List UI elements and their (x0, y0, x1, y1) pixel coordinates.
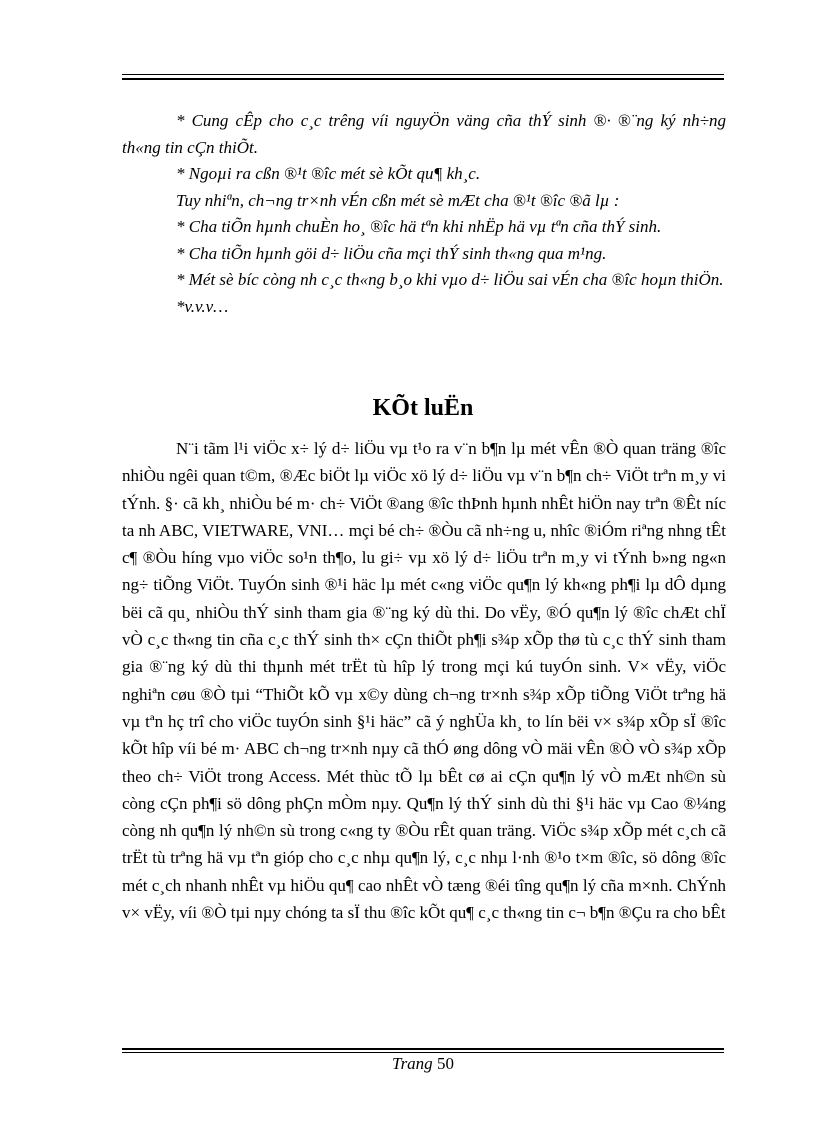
footer-page-number: 50 (436, 1054, 454, 1073)
italic-line: * Cha tiÕn hµnh chuÈn ho¸ ®îc hä tªn khi nhËp hä vµ tªn cña thÝ sinh. (176, 217, 662, 236)
body-paragraph: N¨i tãm l¹i viÖc x÷ lý d÷ liÖu vµ t¹o ra v¨n b¶n lµ mét vÊn ®Ò quan träng ®îc nhiÒu ngêi quan t©m, ®Æc biÖt lµ viÖc xö lý d÷ liÖu vµ v¨n b¶n ch÷ ViÖt trªn m¸y vi tÝnh. §· cã kh¸ nhiÒu bé m· ch÷ ViÖt ®ang ®îc thÞnh hµnh nhÊt hiÖn nay trªn ®Êt níc ta nh ABC, VIETWARE, VNI… mçi bé ch÷ ®Òu cã nh÷ng u, nhîc ®iÓm riªng nhng tÊt c¶ ®Òu híng vµo viÖc so¹n th¶o, lu gi÷ vµ xö lý d÷ liÖu trªn m¸y vi tÝnh b»ng ng«n ng÷ tiÕng ViÖt. TuyÓn sinh ®¹i häc lµ mét c«ng viÖc qu¶n lý kh«ng ph¶i lµ dÔ dµng bëi cã qu¸ nhiÒu thÝ sinh tham gia ®¨ng ký dù thi. Do vËy, ®Ó qu¶n lý ®îc chÆt chÏ vÒ c¸c th«ng tin cña c¸c thÝ sinh th× cÇn thiÕt ph¶i s¾p xÕp thø tù c¸c thÝ sinh tham gia ®¨ng ký dù thi thµnh mét trËt tù hîp lý trong mçi kú tuyÓn sinh. V× vËy, viÖc nghiªn cøu ®Ò tµi “ThiÕt kÕ vµ x©y dùng ch¬ng tr×nh s¾p xÕp tiÕng ViÖt trªng hä vµ tªn hç trî cho viÖc tuyÓn sinh §¹i häc” cã ý nghÜa kh¸ to lín bëi v× s¾p xÕp sÏ ®îc kÕt hîp víi bé m· ABC ch¬ng tr×nh nµy cã thÓ øng dông vÒ mäi vÊn ®Ò vÒ s¾p xÕp theo ch÷ ViÖt trong Access. Mét thùc tÕ lµ bÊt cø ai cÇn qu¶n lý vÒ mÆt nh©n sù còng cÇn ph¶i sö dông phÇn mÒm nµy. Qu¶n lý thÝ sinh dù thi §¹i häc vµ Cao ®¼ng còng nh qu¶n lý nh©n sù trong c«ng ty ®Òu rÊt quan träng. ViÖc s¾p xÕp mét c¸ch cã trËt tù trªng hä vµ tªn gióp cho c¸c nhµ qu¶n lý, c¸c nhµ l·nh ®¹o t×m ®îc, sö dông ®îc mét c¸ch nhanh nhÊt vµ hiÖu qu¶ cao nhÊt vÒ tæng ®éi tîng qu¶n lý cña m×nh. ChÝnh v× vËy, víi ®Ò tµi nµy chóng ta sÏ thu ®îc kÕt qu¶ c¸c th«ng tin c¬ b¶n ®Çu ra cho bÊt (122, 439, 726, 923)
italic-line: * Mét sè bíc còng nh c¸c th«ng b¸o khi vµo d÷ liÖu sai vÉn cha ®îc hoµn thiÖn. (176, 270, 724, 289)
italic-line: *v.v.v… (176, 296, 229, 316)
footer-rule-thick (122, 1048, 724, 1050)
footer-page-label: Trang (392, 1054, 433, 1073)
header-rule-thick (122, 78, 724, 80)
italic-line: * Cha tiÕn hµnh göi d÷ liÖu cña mçi thÝ sinh th«ng qua m¹ng. (176, 243, 607, 263)
section-heading: KÕt luËn (372, 395, 474, 421)
italic-summary-block (122, 108, 726, 320)
page-footer (122, 1054, 724, 1074)
italic-line: Tuy nhiªn, ch¬ng tr×nh vÉn cßn mét sè mÆt cha ®¹t ®îc ®ã lµ : (176, 190, 620, 210)
header-rule-thin (122, 74, 724, 75)
conclusion-body (122, 435, 726, 926)
italic-line: * Cung cÊp cho c¸c trêng víi nguyÖn väng cña thÝ sinh ®· ®¨ng ký nh÷ng th«ng tin cÇn thiÕt. (122, 111, 726, 157)
italic-line: * Ngoµi ra cßn ®¹t ®îc mét sè kÕt qu¶ kh¸c. (176, 164, 481, 183)
footer-rule-thin (122, 1052, 724, 1053)
